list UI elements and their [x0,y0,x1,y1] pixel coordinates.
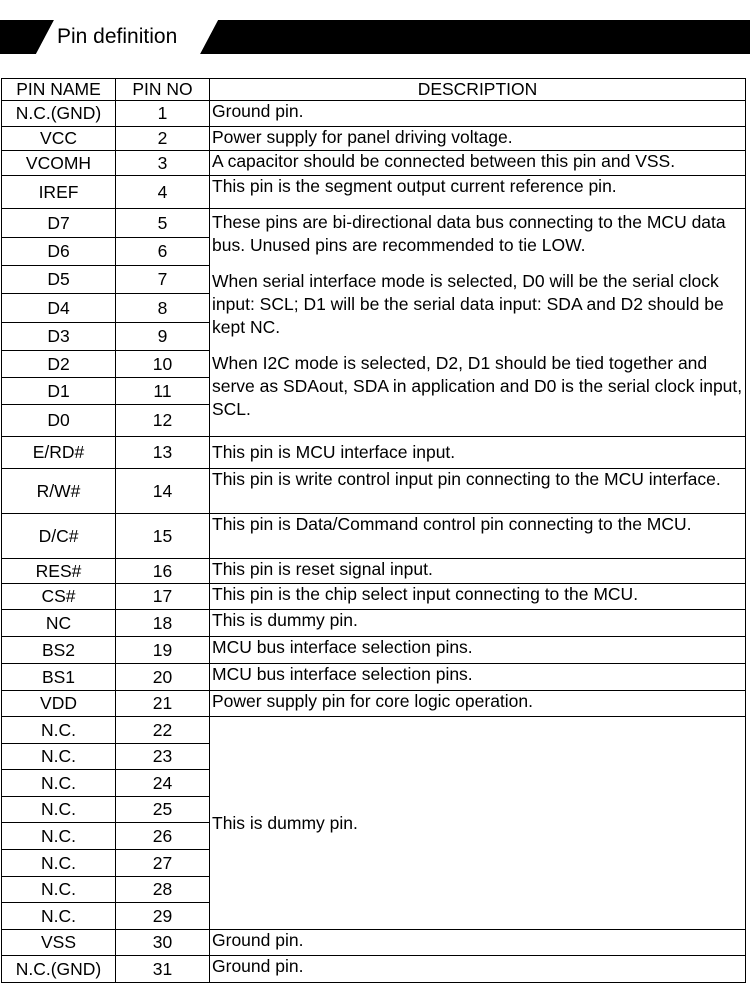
pin-name: D2 [2,351,116,378]
pin-number: 30 [116,930,210,956]
pin-number: 28 [116,877,210,903]
section-header-banner [0,20,750,54]
table-row [2,469,746,514]
pin-description: A capacitor should be connected between this pin and VSS. [210,151,746,176]
pin-number: 9 [116,323,210,351]
dummy-pins-description: This is dummy pin. [210,717,746,930]
pin-number: 25 [116,797,210,823]
pin-number: 23 [116,744,210,770]
pin-description: Ground pin. [210,101,746,127]
pin-name: D4 [2,294,116,323]
pin-definition-table [1,78,746,983]
pin-description: Ground pin. [210,956,746,983]
table-row [2,514,746,559]
pin-number: 11 [116,378,210,405]
pin-description: This pin is write control input pin connecting to the MCU interface. [210,469,746,514]
pin-number: 10 [116,351,210,378]
pin-number: 2 [116,127,210,151]
pin-number: 22 [116,717,210,744]
pin-number: 20 [116,664,210,691]
pin-number: 17 [116,584,210,610]
pin-name: R/W# [2,469,116,514]
pin-description: This pin is the segment output current reference pin. [210,176,746,209]
table-row [2,151,746,176]
pin-number: 26 [116,823,210,850]
pin-name: N.C. [2,877,116,903]
table-row [2,584,746,610]
pin-description: This pin is reset signal input. [210,559,746,584]
pin-number: 7 [116,266,210,294]
pin-description: MCU bus interface selection pins. [210,637,746,664]
pin-number: 16 [116,559,210,584]
data-bus-description [210,209,746,437]
table-row [2,437,746,469]
pin-name: VCC [2,127,116,151]
column-header-pin-no: PIN NO [116,79,210,101]
pin-number: 19 [116,637,210,664]
pin-name: N.C. [2,903,116,930]
pin-name: VCOMH [2,151,116,176]
pin-description: This is dummy pin. [210,610,746,637]
table-row [2,930,746,956]
pin-name: BS1 [2,664,116,691]
table-row [2,610,746,637]
pin-number: 4 [116,176,210,209]
pin-number: 14 [116,469,210,514]
table-row [2,209,746,238]
pin-name: VSS [2,930,116,956]
pin-name: NC [2,610,116,637]
pin-number: 27 [116,850,210,877]
pin-name: D3 [2,323,116,351]
pin-name: N.C. [2,770,116,797]
pin-number: 5 [116,209,210,238]
pin-number: 18 [116,610,210,637]
pin-description: MCU bus interface selection pins. [210,664,746,691]
data-bus-description-paragraph: When serial interface mode is selected, D0 will be the serial clock input: SCL; D1 will be the serial data input: SDA and D2 should be kept NC. [212,271,724,337]
pin-description: This pin is Data/Command control pin connecting to the MCU. [210,514,746,559]
pin-number: 13 [116,437,210,469]
table-row [2,664,746,691]
pin-name: BS2 [2,637,116,664]
table-header-row [2,79,746,101]
table-row [2,637,746,664]
pin-name: D/C# [2,514,116,559]
pin-number: 24 [116,770,210,797]
pin-number: 6 [116,238,210,266]
pin-number: 1 [116,101,210,127]
pin-name: N.C. [2,823,116,850]
table-row [2,176,746,209]
pin-number: 31 [116,956,210,983]
pin-name: N.C. [2,744,116,770]
pin-number: 15 [116,514,210,559]
pin-name: RES# [2,559,116,584]
column-header-description: DESCRIPTION [210,79,746,101]
data-bus-description-paragraph: When I2C mode is selected, D2, D1 should be tied together and serve as SDAout, SDA in application and D0 is the serial clock input, SCL. [212,353,743,419]
table-row [2,127,746,151]
pin-name: D7 [2,209,116,238]
pin-name: IREF [2,176,116,209]
pin-name: VDD [2,691,116,717]
pin-number: 29 [116,903,210,930]
table-row [2,956,746,983]
pin-description: Power supply for panel driving voltage. [210,127,746,151]
pin-number: 12 [116,405,210,437]
pin-name: N.C. [2,850,116,877]
pin-name: D0 [2,405,116,437]
column-header-pin-name: PIN NAME [2,79,116,101]
pin-name: D1 [2,378,116,405]
pin-name: N.C. [2,717,116,744]
pin-name: N.C.(GND) [2,956,116,983]
pin-description: Ground pin. [210,930,746,956]
pin-name: CS# [2,584,116,610]
section-title: Pin definition [57,25,178,48]
pin-name: D6 [2,238,116,266]
pin-number: 8 [116,294,210,323]
table-row [2,101,746,127]
table-row [2,559,746,584]
pin-number: 21 [116,691,210,717]
data-bus-description-paragraph: These pins are bi-directional data bus connecting to the MCU data bus. Unused pins are recommended to tie LOW. [212,212,726,255]
table-row [2,717,746,744]
pin-name: E/RD# [2,437,116,469]
pin-description: Power supply pin for core logic operation. [210,691,746,717]
pin-name: N.C.(GND) [2,101,116,127]
pin-name: N.C. [2,797,116,823]
table-row [2,691,746,717]
pin-number: 3 [116,151,210,176]
pin-description: This pin is MCU interface input. [210,437,746,469]
pin-name: D5 [2,266,116,294]
pin-description: This pin is the chip select input connecting to the MCU. [210,584,746,610]
